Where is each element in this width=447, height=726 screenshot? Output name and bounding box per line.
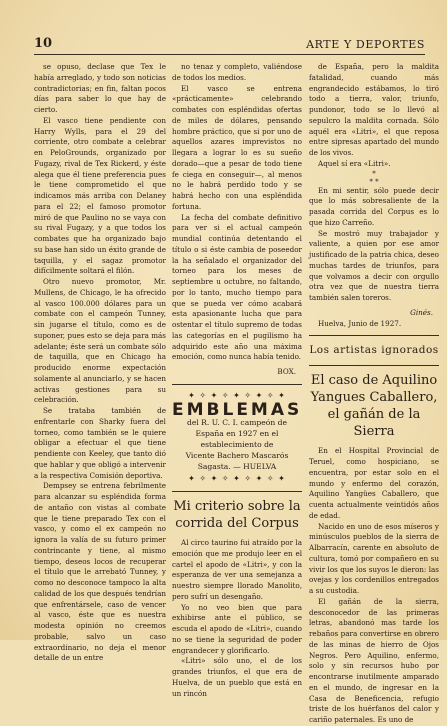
page-header <box>34 32 425 55</box>
ad-title: EMBLEMAS <box>172 399 303 420</box>
article-title: El caso de Aquilino Yangues Caballero, el gañán de la Sierra <box>310 373 438 440</box>
paragraph: Aquel sí era «Litri». <box>318 158 391 168</box>
paragraph: se opuso, declase que Tex le había arreglado, y todo son noticias contradictorias; en fin, faltan pocos días para saber lo que hay de cierto. <box>34 62 166 114</box>
paragraph: no tenaz y completo, valiéndose de todos los medios. <box>172 62 302 82</box>
divider <box>172 491 302 492</box>
paragraph: de España, pero la maldita fatalidad, cuando más engrandecido estábamos, lo tiró todo a tierra, valor, triunfo, pundonor, todo se lo llevó al sepulcro la maldita cornada. Sólo aquél era «Litri», el que reposa entre sipresas apartado del mundo de los vivos. <box>309 62 439 157</box>
column-right <box>309 62 439 726</box>
paragraph: Al circo taurino fui atraído por la emoción que me produjo leer en el cartel el apodo de «Litri», y con la esperanza de ver una semejanza a nuestro siempre llorado Manolito, pero sufrí un desengaño. <box>172 538 302 601</box>
article-signature: Ginés. <box>410 307 433 317</box>
section-header: Los artistas ignorados <box>309 344 439 357</box>
paragraph: En mi sentir, sólo puede decir que lo más sobresaliente de la pasada corrida del Corpus es lo que hizo Carreño. <box>309 185 439 227</box>
paragraph: El vasco tiene pendiente con Harry Wylls, para el 29 del corriente, otro combate a celebrar en PeloGrounds, organizado por Fugazy, rival de Tex Rickerd, y éste alega que él tiene preferencia pues le tiene comprometido el que indicamos más arriba con Delaney para el 22; el famoso promotor miró de que Paulino no se vaya con su rival Fugazy, y a que todos los combates que ha organizado bajo su base han sido un éxito grande de taquilla, y el sagaz promotor difícilmente soltará el filón. <box>34 115 166 276</box>
publication-title: ARTE Y DEPORTES <box>306 38 425 51</box>
paragraph: Otro nuevo promotor, Mr. Mullens, de Chicago, le ha ofrecido al vasco 100.000 dólares para un combate con el campeón Tunney, sin jugarse el título, como es de suponer, pues esto se deja para más adelante; éste será un combate sólo de taquilla, que en Chicago ha producido enorme expectación solamente al anunciarlo, y se hacen activas gestiones para su celebración. <box>34 277 166 405</box>
dateline: Huelva, Junio de 1927. <box>318 318 402 328</box>
ad-line: del R. U. C. I. campeón de España en 1927 en el establecimiento de <box>186 418 288 450</box>
divider <box>309 365 439 366</box>
paragraph: Se mostró muy trabajador y valiente, a quien por ese amor justificado de la patria chica, deseo muchas tardes de triunfos, para que volvamos a decir con orgullo otra vez que de nuestra tierra también salen toreros. <box>309 228 439 302</box>
page-number: 10 <box>34 36 53 51</box>
ornament-border-icon: ✦ ✧ ✦ ✧ ✦ ✧ ✦ ✧ ✦ <box>188 474 286 484</box>
divider <box>172 384 302 385</box>
column-middle <box>172 62 302 699</box>
paragraph: El vasco se entrena «prácticamente» celebrando combates con espléndidas ofertas de miles de dólares, pensando hombre práctico, que si por uno de aquellos azares imprevistos no llegara a lograr lo es su sueño dorado—que a pesar de todo tiene fe ciega en conseguir—, al menos no le habrá perdido todo y se habrá hecho con una espléndida fortuna. <box>172 83 302 211</box>
column-left <box>34 62 166 664</box>
paragraph: El gañán de la sierra, desconocedor de las primeras letras, abandonó mas tarde los rebaños para convertirse en obrero de las minas de hierro de Ojos Negros. Pero Aquilino, enfermo, solo y sin recursos hubo por encontrarse inutilmente amparado en el mundo, de ingresar en la Casa de Beneficencia, refugio triste de los huérfanos del calor y cariño paternales. Es uno de <box>309 596 439 724</box>
paragraph: Yo no veo bien que para exhibirse ante el público, se escuda el apodo de «Litri», cuando no se tiene la seguridad de poder engrandecer y glorificarlo. <box>172 602 302 655</box>
paragraph: La fecha del combate definitivo para ver si el actual campeón mundial continúa detentando el título o si éste cambia de poseedor la ha señalado el organizador del torneo para los meses de septiembre u octubre, no faltando, por lo tanto, mucho tiempo para que se pueda ver cómo acabará esta apasionante lucha que para ostentar el título supremo de todas las categorías en el pugilismo ha adquirido este año una máxima emoción, como nunca había tenido. <box>172 212 302 362</box>
ad-business-name: Vicente Bachero Mascarós <box>185 451 289 461</box>
paragraph: Dempsey se entrena febrilmente para alcanzar su espléndida forma de antaño con vistas al combate que le tiene preparado Tex con el vasco, y como el ex campeón no ignora la valía de su futuro primer contrincante y tiene, al mismo tiempo, deseos locos de recuperar el título que le arrebató Tunney, y como no desconoce tampoco la alta calidad de los que después tendrían que enfrentársele, caso de vencer al vasco, éste que es nuestra modesta opinión no creemos probable, salvo un caso extraordinario, no deja el menor detalle de un entre <box>34 481 166 663</box>
paragraph: Se trataba también de enfrentarle con Sharky fuera del torneo, como también se le quiere obligar a efectuar el que tiene pendiente con Keeley, que tanto dió que hablar y que obligó a intervenir a la respectiva Comisión deportiva. <box>34 406 166 480</box>
paragraph: Nacido en uno de esos míseros y minúsculos pueblos de la sierra de Albarracín, carente en absoluto de cultura, tomó por compañero en su vivir los que los suyos le dieron: las ovejas y los cordenillos entregados a su custodia. <box>309 521 439 595</box>
ad-address: Sagasta. — HUELVA <box>197 462 277 472</box>
ornament-border-icon: ✦ ✧ ✦ ✧ ✦ ✧ ✦ ✧ ✦ <box>188 390 286 400</box>
article-title: Mi criterio sobre la corrida del Corpus <box>173 499 301 531</box>
advertisement <box>172 391 302 485</box>
divider <box>309 335 439 336</box>
asterism-icon: * * * <box>369 169 379 186</box>
article-signature: BOX. <box>277 367 296 376</box>
paragraph: En el Hospital Provincial de Teruel, como hospiciano, se encuentra, por estar solo en el mundo y enfermo del corazón, Aquilino Yangües Caballero, que cuenta actualmente veintidós años de edad. <box>309 446 439 520</box>
paragraph: «Litri» sólo uno, el de los grandes triunfos, el que era de Huelva, de un pueblo que está en un rincón <box>172 656 302 698</box>
